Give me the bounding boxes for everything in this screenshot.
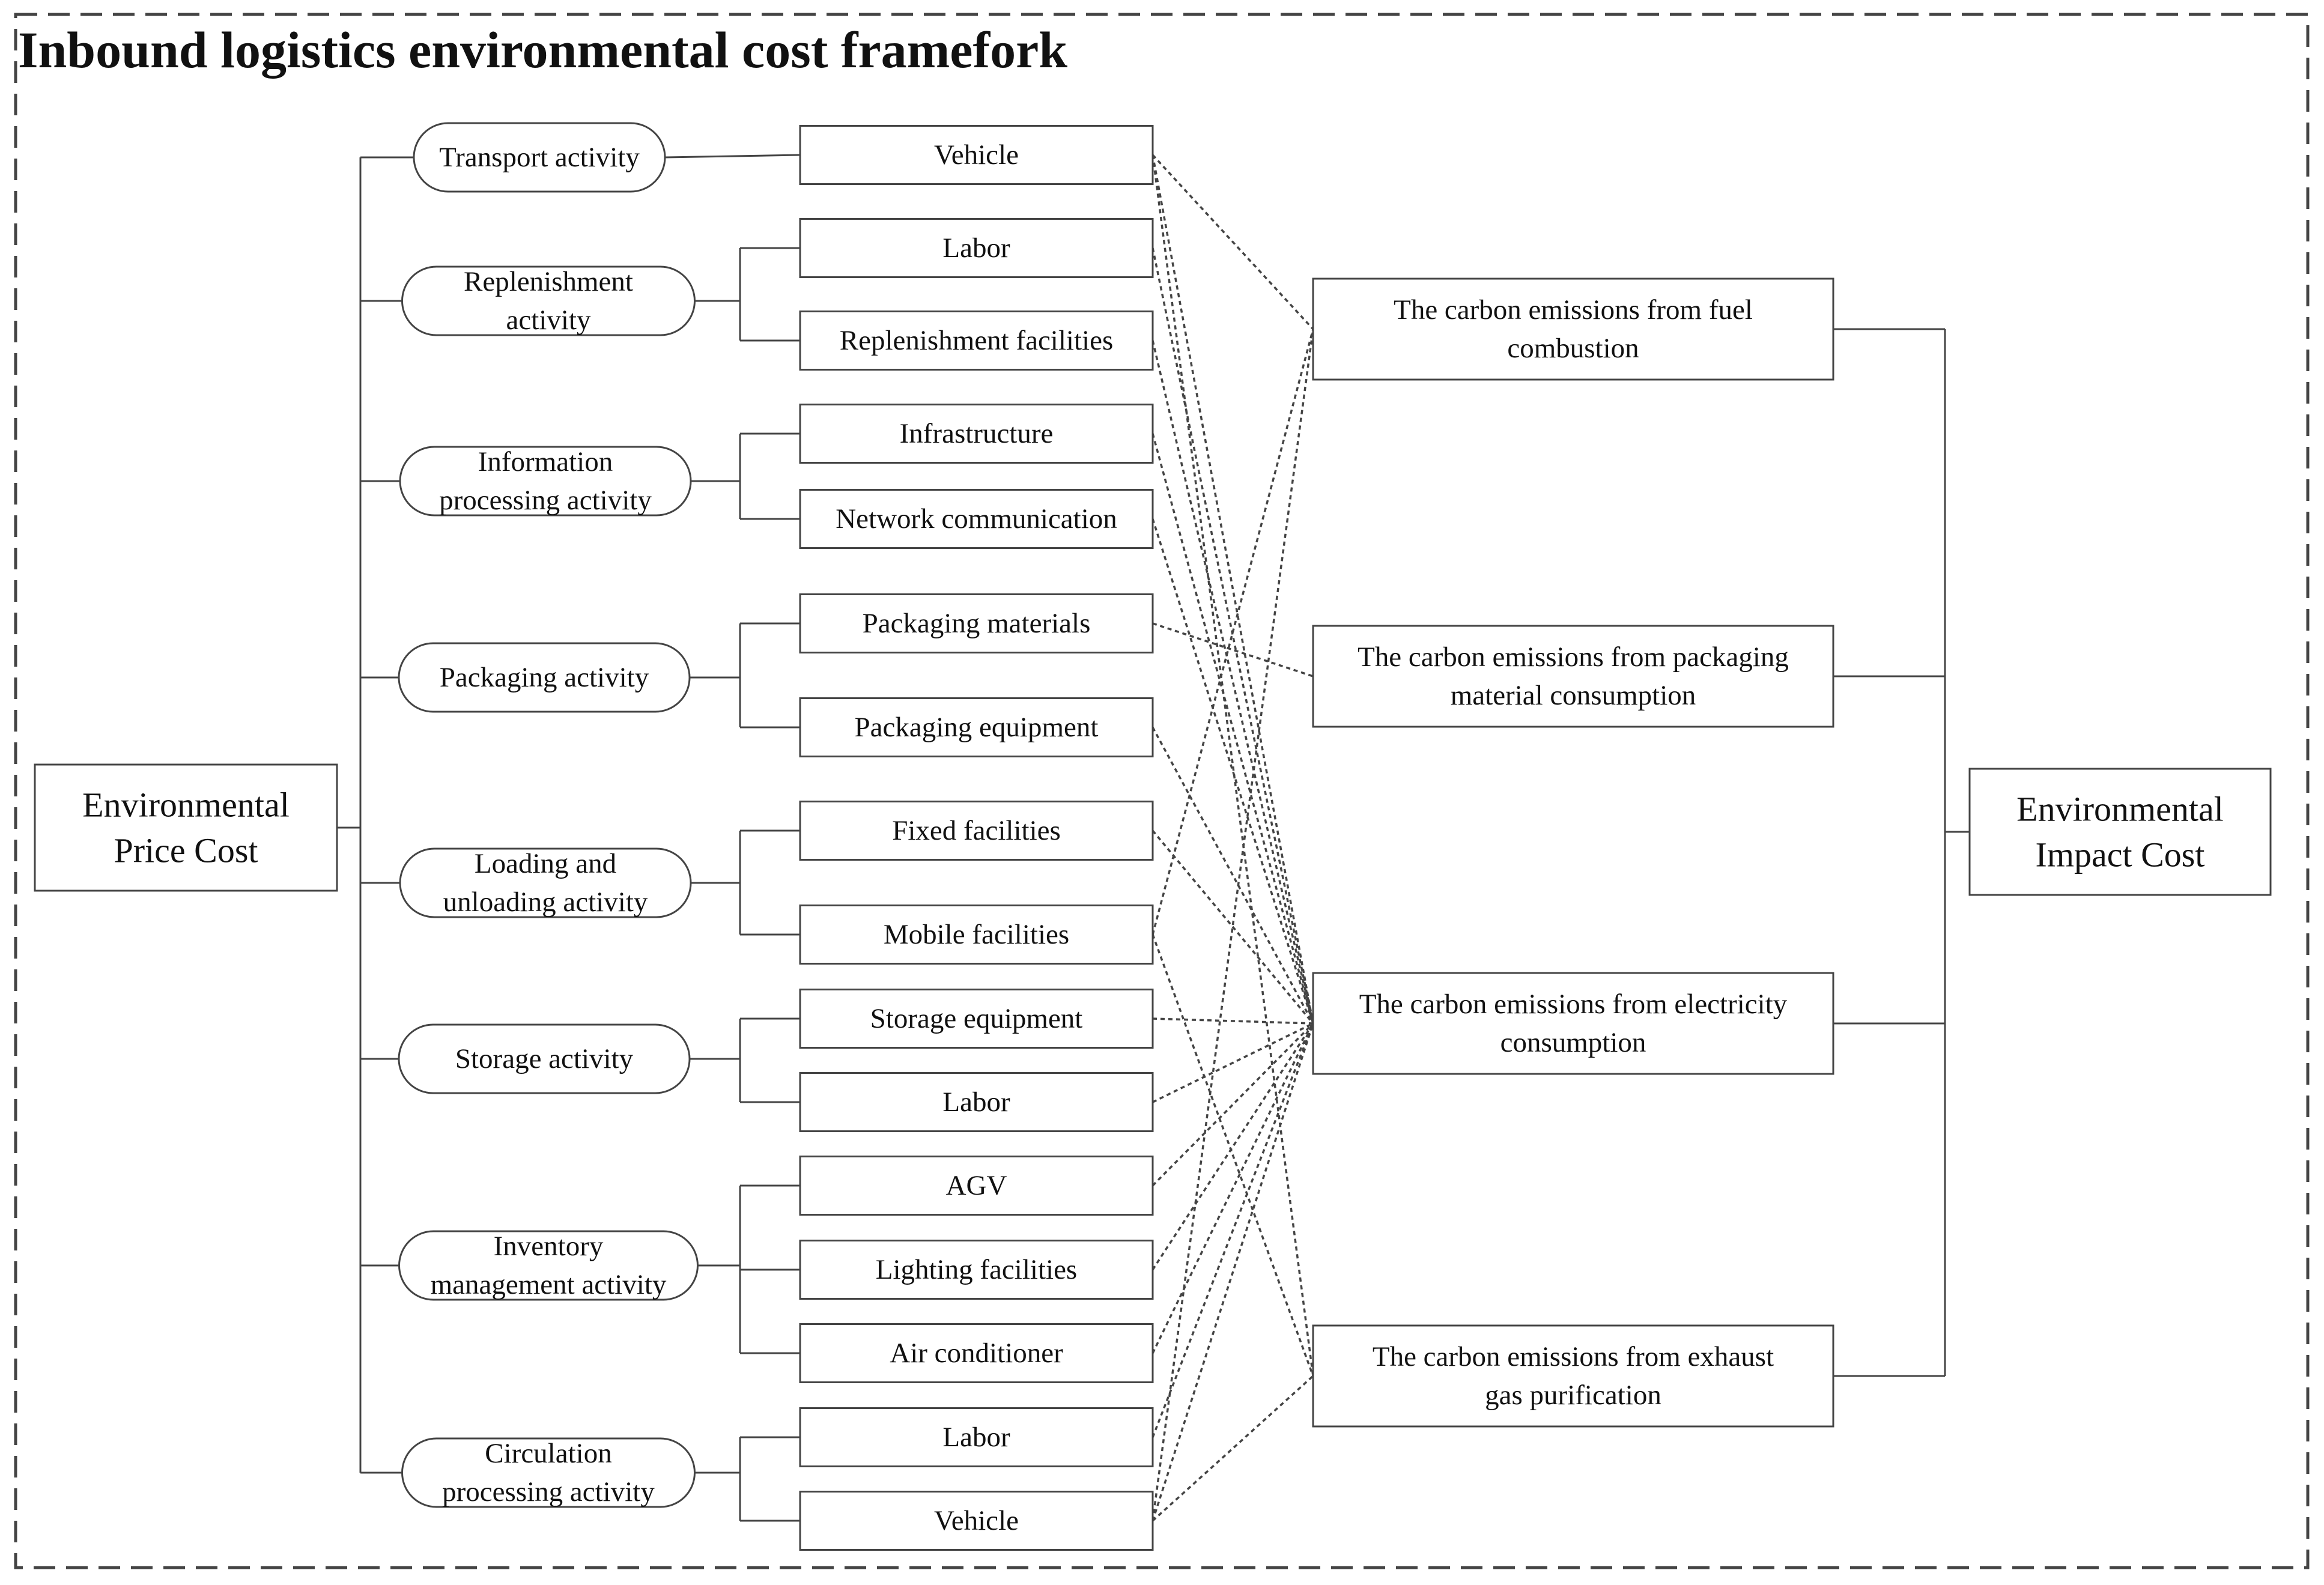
activity-label: Information <box>478 446 613 477</box>
resource-label: Labor <box>942 232 1010 264</box>
activity-label: processing activity <box>442 1476 655 1508</box>
emission-link-line <box>1153 1019 1313 1023</box>
emission-label: The carbon emissions from exhaust <box>1372 1341 1774 1372</box>
resource-label: Infrastructure <box>899 418 1054 449</box>
activity-label: Storage activity <box>455 1043 634 1074</box>
activity-label: activity <box>506 305 591 336</box>
emission-link-line <box>1153 155 1313 329</box>
resource-label: Labor <box>942 1422 1010 1453</box>
activity-label: unloading activity <box>443 886 648 918</box>
emission-label: consumption <box>1500 1027 1646 1058</box>
impact-label: Environmental <box>2016 789 2224 829</box>
activity-label: Replenishment <box>464 266 633 297</box>
emission-link-line <box>1153 727 1313 1023</box>
emission-link-line <box>1153 248 1313 1023</box>
environmental-price-cost-box <box>35 765 337 891</box>
emission-label: The carbon emissions from electricity <box>1359 989 1788 1020</box>
resource-branch-line <box>665 155 800 157</box>
resource-label: Packaging materials <box>862 608 1091 639</box>
activity-label: Transport activity <box>439 142 640 173</box>
resource-label: Fixed facilities <box>892 815 1061 846</box>
activity-label: Inventory <box>493 1231 604 1262</box>
resource-label: Packaging equipment <box>854 712 1099 743</box>
resource-label: Storage equipment <box>870 1003 1083 1034</box>
emission-link-line <box>1153 935 1313 1376</box>
emission-link-line <box>1153 1376 1313 1521</box>
emission-link-line <box>1153 155 1313 1023</box>
impact-label: Impact Cost <box>2035 835 2205 874</box>
activity-label: Loading and <box>474 848 617 879</box>
resource-label: AGV <box>945 1170 1007 1201</box>
resource-label: Air conditioner <box>890 1338 1063 1369</box>
diagram-nodes <box>35 123 2271 1550</box>
emission-link-line <box>1153 329 1313 1521</box>
emission-label: combustion <box>1507 333 1639 364</box>
resource-label: Lighting facilities <box>875 1254 1078 1285</box>
activity-label: management activity <box>430 1269 667 1300</box>
emission-link-line <box>1153 1023 1313 1437</box>
emission-label: The carbon emissions from fuel <box>1394 294 1753 326</box>
activity-label: Circulation <box>485 1438 612 1469</box>
resource-label: Network communication <box>836 503 1117 535</box>
emission-link-line <box>1153 1023 1313 1102</box>
resource-label: Replenishment facilities <box>839 325 1114 356</box>
emission-label: material consumption <box>1450 680 1696 711</box>
outer-dashed-frame <box>16 14 2308 1568</box>
environmental-impact-cost-box <box>1970 769 2271 895</box>
emission-link-line <box>1153 155 1313 1376</box>
resource-label: Mobile facilities <box>883 919 1070 950</box>
diagram-title: Inbound logistics environmental cost framefork <box>18 21 1068 79</box>
emission-links <box>1153 155 1313 1521</box>
root-label: Price Cost <box>114 831 258 870</box>
resource-label: Vehicle <box>934 139 1019 171</box>
emission-link-line <box>1153 434 1313 1023</box>
emission-link-line <box>1153 1023 1313 1521</box>
emission-link-line <box>1153 831 1313 1023</box>
resource-label: Vehicle <box>934 1505 1019 1536</box>
emission-label: gas purification <box>1485 1380 1661 1411</box>
emission-link-line <box>1153 1023 1313 1186</box>
emission-label: The carbon emissions from packaging <box>1358 641 1789 673</box>
resource-label: Labor <box>942 1086 1010 1118</box>
root-label: Environmental <box>82 785 290 825</box>
activity-label: processing activity <box>439 485 652 516</box>
activity-label: Packaging activity <box>439 662 649 693</box>
